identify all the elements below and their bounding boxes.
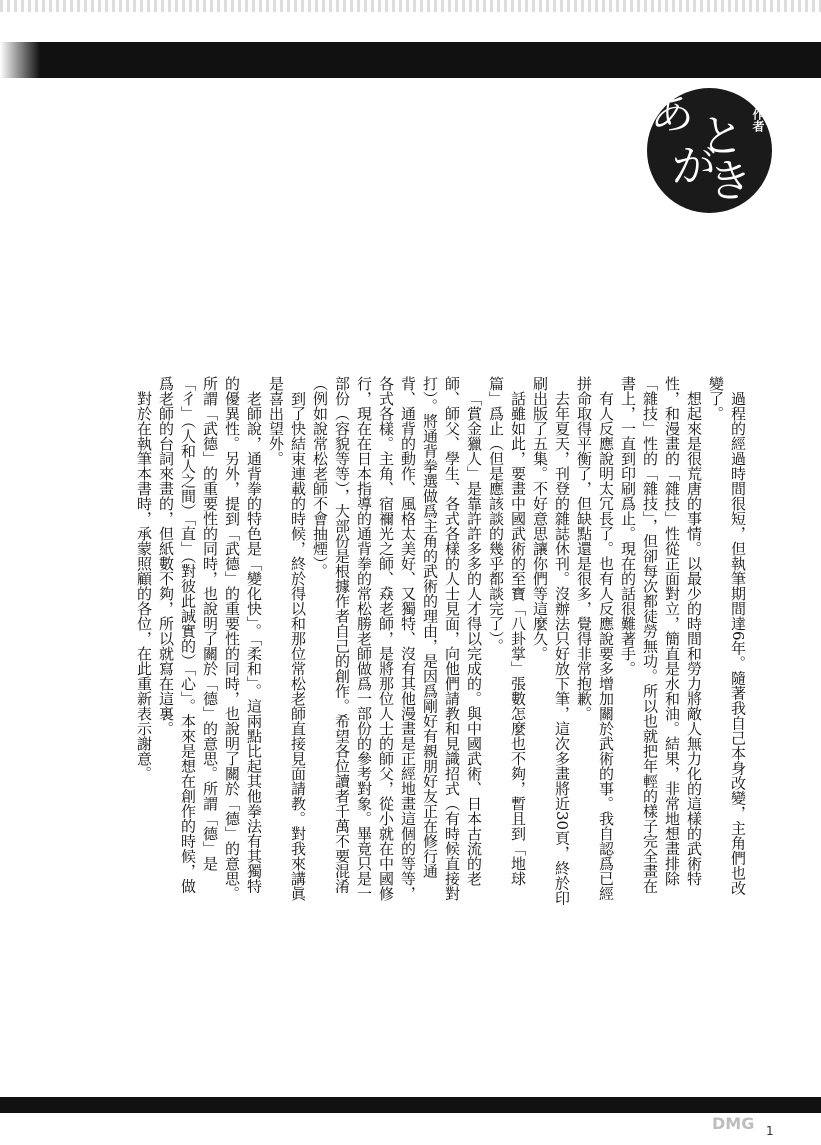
paragraph: 「賞金獵人」是靠許許多多的人才得以完成的。與中國武術、日本古流的老師、師父、學生、各式各樣的人士見面，向他們請教和見識招式（有時候直接對打）。將通背拳選做爲主角的武術的理由，是因爲剛好有親朋好友正在修行通背、通背的動作、風格太美好、又獨特、沒有其他漫畫是正經地畫這個的等等，各式各樣。主角、宿禰光之師、猋老師，是將那位人士的師父，從小就在中國修行，現在在日本指導的通背拳的常松勝老師做爲一部份的參考對象。畢竟只是一部份（容貌等等），大部份是根據作者自己的創作。希望各位讀者千萬不要混淆（例如說常松老師不會抽煙）。 xyxy=(311,376,483,901)
afterword-body xyxy=(59,376,749,906)
top-decorative-strip xyxy=(0,0,821,12)
bottom-black-bar xyxy=(0,1097,821,1113)
title-kana-ga: が xyxy=(672,141,716,192)
title-kana-a: あ xyxy=(650,88,694,139)
paragraph: 想起來是很荒唐的事情。以最少的時間和勞力將敵人無力化的這樣的武術特性，和漫畫的「雜技」性從正面對立，簡直是水和油。結果，非常地想畫排除「雜技」性的「雜技」，但卻每次都徒勞無功。所以也就把年輕的樣子完全畫在書上，一直到印刷爲止。現在的話很難著手。 xyxy=(619,376,703,894)
page-number: 1 xyxy=(766,1124,774,1138)
top-bar-fade xyxy=(0,42,40,78)
paragraph: 話雖如此，要畫中國武術的至寶「八卦掌」張數怎麼也不夠，暫且到「地球篇」爲止（但是應該談的幾乎都談完了）。 xyxy=(487,376,527,886)
paragraph: 去年夏天，刊登的雜誌休刊。沒辦法只好放下筆，這次多畫將近30頁，終於印刷出版了五集。不好意思讓你們等這麼久。 xyxy=(531,376,571,906)
top-black-bar xyxy=(0,42,821,78)
paragraph: 對於在執筆本書時，承蒙照顧的各位，在此重新表示謝意。 xyxy=(135,391,153,781)
paragraph: 過程的經過時間很短，但執筆期間達6年。隨著我自己本身改變，主角們也改變了。 xyxy=(707,376,747,896)
title-kana-to: と xyxy=(700,111,744,162)
title-kana-ki: き xyxy=(708,156,752,207)
paragraph: 到了快結束連載的時候，終於得以和那位常松老師直接見面請教。對我來講眞是喜出望外。 xyxy=(267,376,307,901)
paragraph: 老師說，通背拳的特色是「變化快」。「柔和」。這兩點比起其他拳法有其獨特的優異性。另外，提到「武德」的重要性的同時，也說明了關於「德」的意思。所謂「武德」的重要性的同時，也說明了關於「德」的意思。所謂「德」是「彳」（人和人之間）「直」（對彼此誠實的）「心」。本來是想在創作的時候，做爲老師的台詞來畫的，但紙數不夠，所以就寫在這裏。 xyxy=(157,376,263,901)
paragraph: 有人反應說明太冗長了。也有人反應說要多增加關於武術的事。我自認爲已經拼命取得平衡了，但缺點還是很多，覺得非常抱歉。 xyxy=(575,376,615,901)
watermark-logo: DMG xyxy=(712,1114,755,1133)
title-subtitle: 作者 xyxy=(751,108,765,132)
